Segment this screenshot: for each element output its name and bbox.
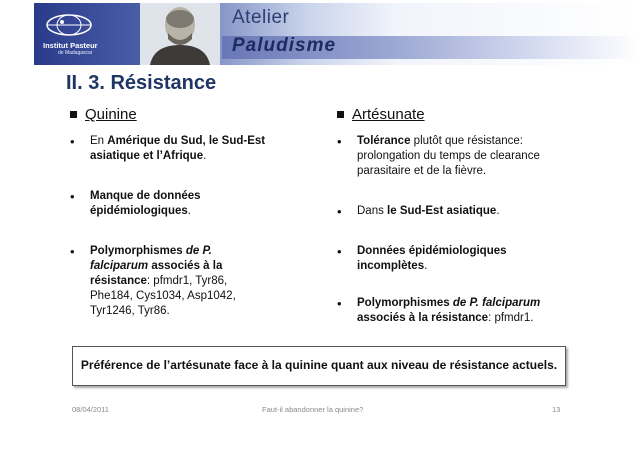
bullet-icon: • [70, 134, 75, 149]
bullet-icon: • [337, 244, 342, 259]
bullet-icon: • [337, 296, 342, 311]
text: le Sud-Est asiatique [387, 205, 497, 217]
square-bullet-icon [70, 111, 77, 118]
atelier-label: Atelier [232, 7, 290, 28]
conclusion-box [72, 346, 566, 386]
text: . [424, 260, 428, 272]
text: : pfmdr1. [488, 312, 534, 324]
text: Dans [357, 205, 388, 217]
text: Phe184, Cys1034, Asp1042, [90, 290, 236, 302]
text: . [203, 150, 207, 162]
text: Tolérance [357, 135, 411, 147]
text: plutôt que résistance: [410, 135, 523, 147]
text: de P. [185, 245, 212, 257]
artesunate-heading [337, 106, 582, 128]
text: Amérique du Sud, le Sud-Est [107, 135, 266, 147]
slide-title: II. 3. Résistance [66, 72, 217, 94]
text: résistance [90, 275, 147, 287]
text: En [90, 135, 108, 147]
quinine-heading-label: Quinine [85, 106, 137, 123]
text: de P. falciparum [452, 297, 541, 309]
text: épidémiologiques [90, 205, 188, 217]
slide-footer-title: Faut-il abandonner la quinine? [262, 405, 364, 414]
institute-subtitle: de Madagascar [58, 50, 93, 56]
bullet-icon: • [337, 134, 342, 149]
text: associés à la résistance [357, 312, 489, 324]
text: Données épidémiologiques [357, 245, 507, 257]
text: . [187, 205, 191, 217]
bullet-icon: • [70, 244, 75, 259]
text: asiatique et l’Afrique [90, 150, 204, 162]
square-bullet-icon [337, 111, 344, 118]
institut-pasteur-logo-icon [44, 13, 94, 37]
text: prolongation du temps de clearance [357, 150, 540, 162]
paludisme-band [222, 36, 638, 59]
paludisme-label: Paludisme [232, 35, 337, 56]
text: . [496, 205, 500, 217]
text: Manque de données [90, 190, 201, 202]
text: Polymorphismes [357, 297, 453, 309]
slide-number: 13 [552, 405, 561, 414]
slide-date: 08/04/2011 [72, 405, 109, 414]
text: falciparum [90, 260, 149, 272]
artesunate-heading-label: Artésunate [352, 106, 425, 123]
text: Polymorphismes [90, 245, 186, 257]
header-banner [34, 3, 638, 65]
institute-name: Institut Pasteur [43, 41, 98, 50]
text: parasitaire et de la fièvre. [357, 165, 487, 177]
artesunate-column [337, 106, 582, 324]
text: Tyr1246, Tyr86. [90, 305, 170, 317]
bullet-icon: • [337, 204, 342, 219]
conclusion-text: Préférence de l’artésunate face à la quinine quant aux niveau de résistance actuels. [80, 358, 558, 372]
portrait-icon [140, 3, 220, 65]
text: incomplètes [357, 260, 425, 272]
text: : pfmdr1, Tyr86, [146, 275, 228, 287]
bullet-icon: • [70, 189, 75, 204]
quinine-column [70, 106, 315, 317]
quinine-heading [70, 106, 315, 128]
text: associés à la [148, 260, 223, 272]
